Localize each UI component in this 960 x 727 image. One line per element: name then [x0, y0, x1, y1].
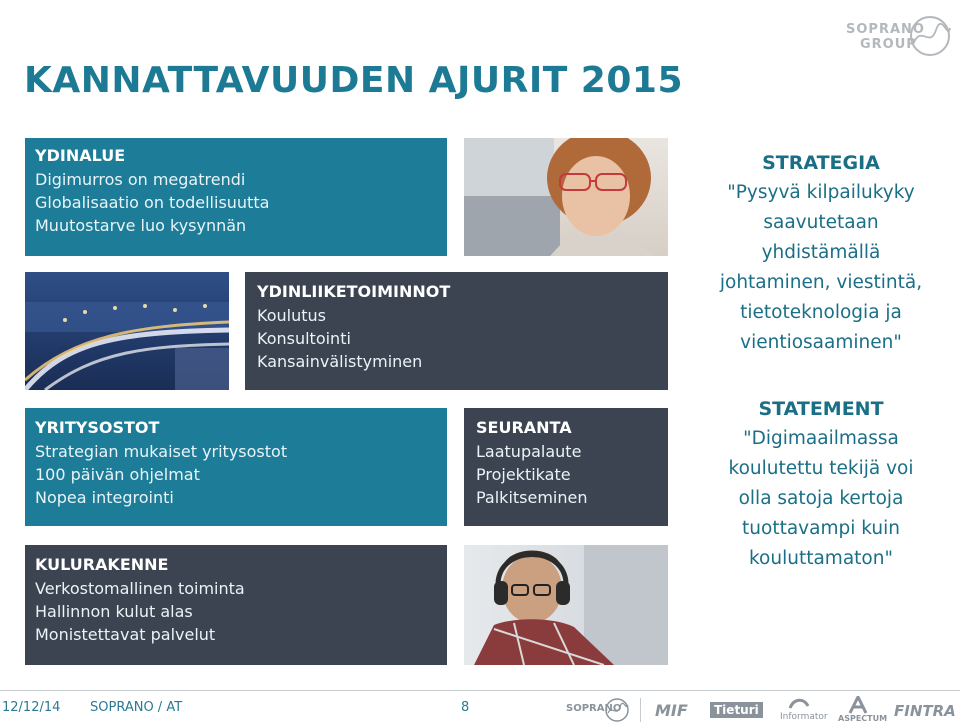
logo-aspectum: ASPECTUM: [838, 714, 888, 723]
strategy-line: yhdistämällä: [761, 242, 881, 263]
seuranta-box: [464, 408, 668, 526]
statement-line: "Digimaailmassa: [743, 428, 899, 449]
statement-block: [690, 394, 952, 574]
seuranta-line: Palkitseminen: [476, 488, 588, 507]
footer-page-number: 8: [461, 700, 470, 715]
strategy-heading: STRATEGIA: [762, 152, 880, 174]
footer-company: SOPRANO / AT: [90, 700, 183, 715]
footer-separator: [0, 690, 960, 691]
strategy-line: tietoteknologia ja: [740, 302, 902, 323]
ydinliiketoiminnot-line: Konsultointi: [257, 329, 351, 348]
statement-line: koulutettu tekijä voi: [728, 458, 914, 479]
man-illustration: [464, 545, 668, 665]
yritysostot-line: Strategian mukaiset yritysostot: [35, 442, 288, 461]
ydinliiketoiminnot-heading: YDINLIIKETOIMINNOT: [257, 282, 451, 301]
yritysostot-box: [25, 408, 447, 526]
ydinliiketoiminnot-line: Koulutus: [257, 306, 326, 325]
statement-line: kouluttamaton": [749, 548, 893, 569]
ydinalue-line: Globalisaatio on todellisuutta: [35, 193, 270, 212]
logo-fintra: FINTRA: [894, 702, 956, 720]
ydinalue-box: [25, 138, 447, 256]
kulurakenne-line: Verkostomallinen toiminta: [35, 579, 245, 598]
ydinliiketoiminnot-box: [245, 272, 668, 390]
kulurakenne-box: [25, 545, 447, 665]
woman-illustration: [464, 138, 668, 256]
statement-line: olla satoja kertoja: [738, 488, 904, 509]
photo-man-headphones: [464, 545, 668, 665]
logo-text-soprano: SOPRANO: [846, 22, 925, 37]
yritysostot-line: Nopea integrointi: [35, 488, 174, 507]
photo-woman-laptop: [464, 138, 668, 256]
logo-tieturi: Tieturi: [710, 702, 763, 718]
seuranta-heading: SEURANTA: [476, 418, 572, 437]
yritysostot-heading: YRITYSOSTOT: [35, 418, 160, 437]
kulurakenne-heading: KULURAKENNE: [35, 555, 169, 574]
ydinalue-line: Muutostarve luo kysynnän: [35, 216, 247, 235]
seuranta-line: Projektikate: [476, 465, 571, 484]
strategy-line: johtaminen, viestintä,: [719, 272, 923, 293]
aspectum-a-icon: [848, 696, 868, 714]
strategy-block: [690, 148, 952, 358]
logo-text-group: GROUP: [860, 37, 917, 52]
yritysostot-line: 100 päivän ohjelmat: [35, 465, 200, 484]
statement-line: tuottavampi kuin: [742, 518, 900, 539]
soprano-signature-icon: [602, 697, 632, 723]
logo-divider: [640, 698, 641, 722]
city-illustration: [25, 272, 229, 390]
soprano-group-logo: [846, 18, 956, 58]
strategy-line: "Pysyvä kilpailukyky: [727, 182, 915, 203]
informator-swirl-icon: [788, 696, 810, 712]
logo-informator: Informator: [780, 712, 828, 722]
logo-mif: MIF: [655, 701, 688, 720]
ydinalue-heading: YDINALUE: [35, 146, 126, 165]
ydinalue-line: Digimurros on megatrendi: [35, 170, 246, 189]
strategy-line: vientiosaaminen": [740, 332, 902, 353]
footer-date: 12/12/14: [2, 700, 61, 715]
seuranta-line: Laatupalaute: [476, 442, 582, 461]
photo-city-night: [25, 272, 229, 390]
logo-soprano: SOPRANO: [566, 703, 622, 714]
kulurakenne-line: Hallinnon kulut alas: [35, 602, 193, 621]
page-title: KANNATTAVUUDEN AJURIT 2015: [24, 60, 683, 101]
ydinliiketoiminnot-line: Kansainvälistyminen: [257, 352, 423, 371]
signature-icon: [904, 14, 958, 58]
strategy-line: saavutetaan: [763, 212, 879, 233]
kulurakenne-line: Monistettavat palvelut: [35, 625, 216, 644]
statement-heading: STATEMENT: [758, 398, 884, 420]
